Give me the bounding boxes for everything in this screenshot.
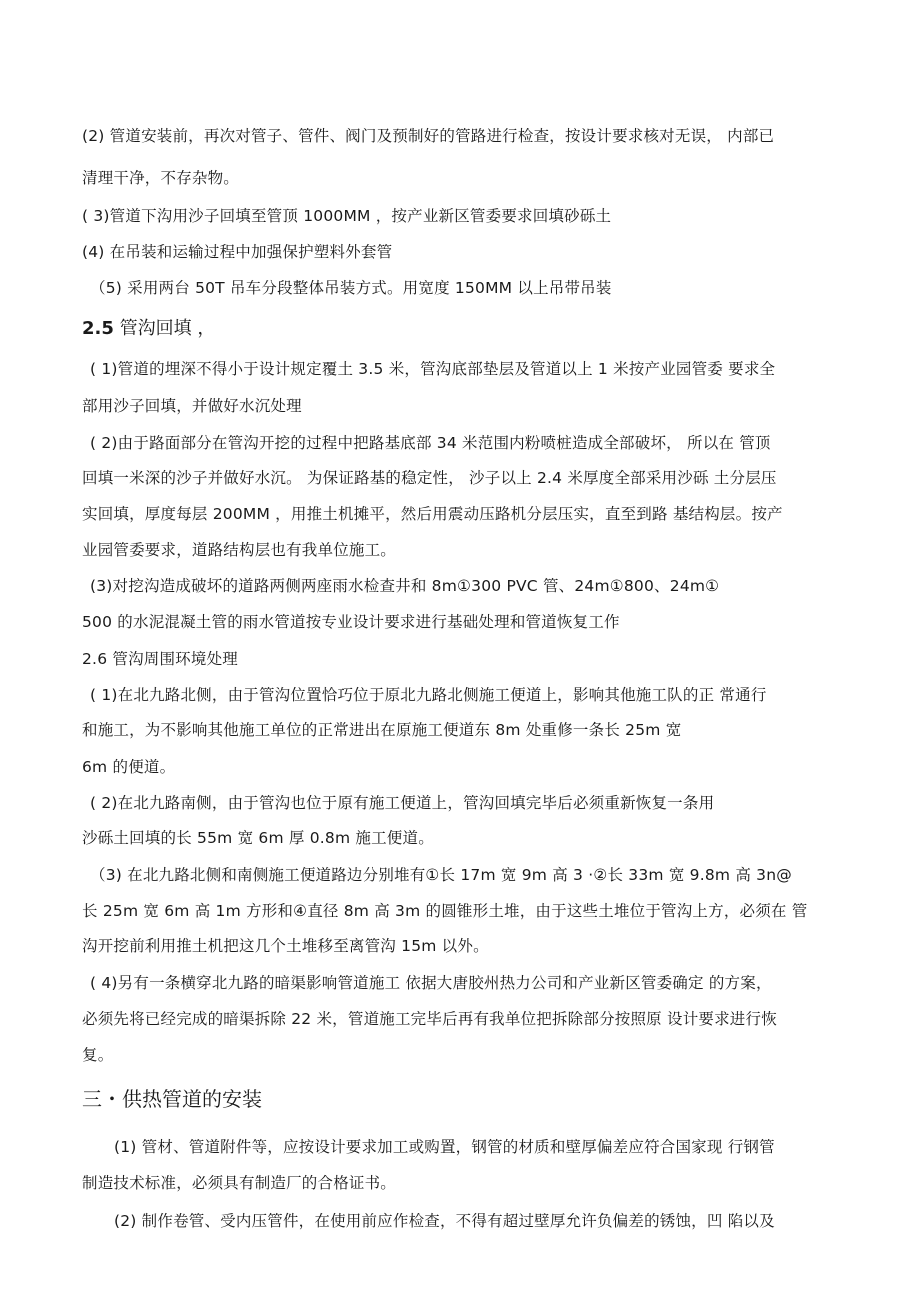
body-line: 和施工，为不影响其他施工单位的正常进出在原施工便道东 8m 处重修一条长 25m 宽 [82, 721, 682, 739]
body-line: ( 4)另有一条横穿北九路的暗渠影响管道施工 依据大唐胶州热力公司和产业新区管委确定 的方案， [90, 974, 772, 992]
body-line: (4) 在吊装和运输过程中加强保护塑料外套管 [82, 243, 393, 261]
body-line: ( 3)管道下沟用沙子回填至管顶 1000MM ，按产业新区管委要求回填砂砾土 [82, 207, 612, 225]
body-line: 复。 [82, 1046, 114, 1064]
body-line: ( 1)管道的埋深不得小于设计规定覆土 3.5 米，管沟底部垫层及管道以上 1 米按产业园管委 要求全 [90, 360, 776, 378]
section-heading-2-5 [82, 317, 215, 341]
body-line: (3)对挖沟造成破坏的道路两侧两座雨水检查井和 8m①300 PVC 管、24m①800、24m① [90, 577, 720, 595]
body-line: (2) 管道安装前，再次对管子、管件、阀门及预制好的管路进行检查，按设计要求核对无误， 内部已 [82, 127, 775, 145]
body-line: （5) 采用两台 50T 吊车分段整体吊装方式。用宽度 150MM 以上吊带吊装 [90, 279, 612, 297]
body-line: 必须先将已经完成的暗渠拆除 22 米，管道施工完毕后再有我单位把拆除部分按照原 设计要求进行恢 [82, 1010, 777, 1028]
body-line: (1) 管材、管道附件等，应按设计要求加工或购置，钢管的材质和壁厚偏差应符合国家现 行钢管 [114, 1138, 775, 1156]
body-line: 长 25m 宽 6m 高 1m 方形和④直径 8m 高 3m 的圆锥形土堆，由于这些土堆位于管沟上方，必须在 管 [82, 902, 808, 920]
body-line: （3) 在北九路北侧和南侧施工便道路边分别堆有①长 17m 宽 9m 高 3 ·②长 33m 宽 9.8m 高 3n@ [90, 866, 792, 884]
body-line: 500 的水泥混凝土管的雨水管道按专业设计要求进行基础处理和管道恢复工作 [82, 613, 620, 631]
body-line: 沙砾土回填的长 55m 宽 6m 厚 0.8m 施工便道。 [82, 829, 434, 847]
body-line: 制造技术标准，必须具有制造厂的合格证书。 [82, 1174, 397, 1192]
body-line: ( 1)在北九路北侧，由于管沟位置恰巧位于原北九路北侧施工便道上，影响其他施工队的正 常通行 [90, 686, 767, 704]
body-line: 实回填，厚度每层 200MM ，用推土机摊平，然后用震动压路机分层压实，直至到路 基结构层。按产 [82, 505, 783, 523]
body-line: ( 2)由于路面部分在管沟开挖的过程中把路基底部 34 米范围内粉喷桩造成全部破坏， 所以在 管顶 [90, 434, 771, 452]
section-title: 管沟回填 ， [119, 318, 216, 339]
section-number: 2.5 [82, 318, 114, 339]
body-line: ( 2)在北九路南侧，由于管沟也位于原有施工便道上，管沟回填完毕后必须重新恢复一条用 [90, 794, 715, 812]
section-heading-3: 三・供热管道的安装 [82, 1087, 262, 1111]
body-line: 回填一米深的沙子并做好水沉。 为保证路基的稳定性， 沙子以上 2.4 米厚度全部采用沙砾 土分层压 [82, 469, 777, 487]
subsection-heading-2-6: 2.6 管沟周围环境处理 [82, 650, 238, 668]
body-line: (2) 制作卷管、受内压管件，在使用前应作检查，不得有超过壁厚允许负偏差的锈蚀，凹 陷以及 [114, 1212, 775, 1230]
body-line: 部用沙子回填，并做好水沉处理 [82, 397, 302, 415]
body-line: 业园管委要求，道路结构层也有我单位施工。 [82, 541, 397, 559]
body-line: 6m 的便道。 [82, 758, 176, 776]
body-line: 沟开挖前利用推土机把这几个土堆移至离管沟 15m 以外。 [82, 937, 489, 955]
body-line: 清理干净，不存杂物。 [82, 169, 240, 187]
